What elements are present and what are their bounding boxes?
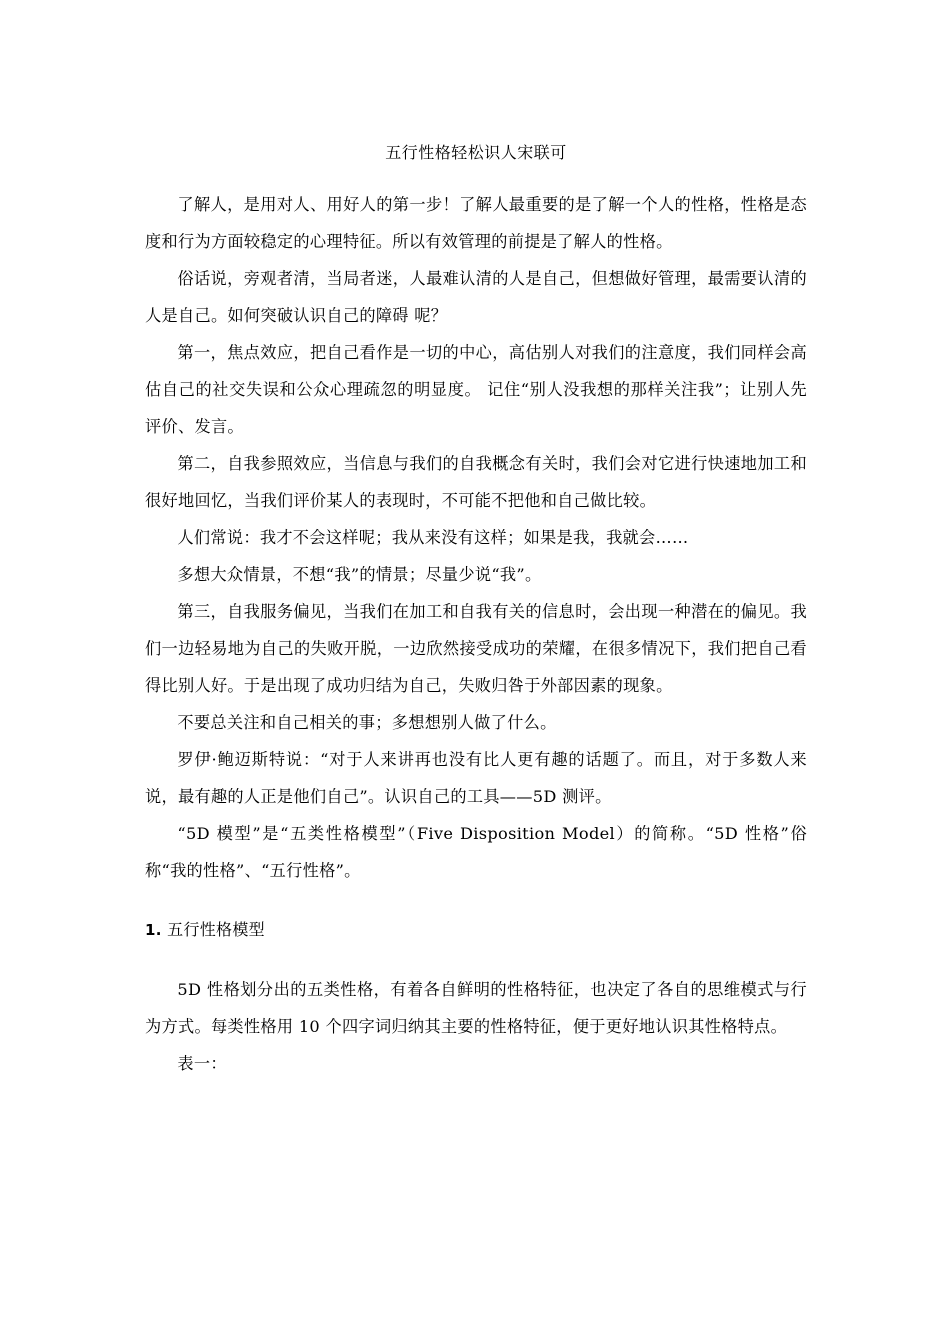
document-title: 五行性格轻松识人宋联可 — [385, 143, 567, 162]
paragraph: 罗伊·鲍迈斯特说：“对于人来讲再也没有比人更有趣的话题了。而且，对于多数人来说，最有趣的人正是他们自己”。认识自己的工具——5D 测评。 — [145, 750, 807, 806]
paragraph: 了解人，是用对人、用好人的第一步！了解人最重要的是了解一个人的性格，性格是态度和行为方面较稳定的心理特征。所以有效管理的前提是了解人的性格。 — [145, 195, 807, 251]
paragraph: 第二，自我参照效应，当信息与我们的自我概念有关时，我们会对它进行快速地加工和很好地回忆，当我们评价某人的表现时，不可能不把他和自己做比较。 — [145, 454, 807, 510]
paragraph: 第一，焦点效应，把自己看作是一切的中心，高估别人对我们的注意度，我们同样会高估自己的社交失误和公众心理疏忽的明显度。 记住“别人没我想的那样关注我”；让别人先评价、发言。 — [145, 343, 807, 436]
paragraph: 不要总关注和自己相关的事；多想想别人做了什么。 — [177, 713, 557, 732]
section-number: 1. — [145, 921, 162, 939]
paragraph: 人们常说：我才不会这样呢；我从来没有这样；如果是我，我就会…… — [177, 528, 689, 547]
paragraph: 5D 性格划分出的五类性格，有着各自鲜明的性格特征，也决定了各自的思维模式与行为方式。每类性格用 10 个四字词归纳其主要的性格特征，便于更好地认识其性格特点。 — [145, 980, 807, 1036]
paragraph: 表一： — [177, 1054, 227, 1073]
section-title: 五行性格模型 — [167, 920, 265, 939]
document-page — [145, 138, 807, 1082]
section-heading — [145, 911, 807, 949]
paragraph: 多想大众情景，不想“我”的情景；尽量少说“我”。 — [177, 565, 542, 584]
paragraph: 第三，自我服务偏见，当我们在加工和自我有关的信息时，会出现一种潜在的偏见。我们一边轻易地为自己的失败开脱，一边欣然接受成功的荣耀，在很多情况下，我们把自己看得比别人好。于是出现了成功归结为自己，失败归咎于外部因素的现象。 — [145, 602, 807, 695]
paragraph: 俗话说，旁观者清，当局者迷，人最难认清的人是自己，但想做好管理，最需要认清的人是自己。如何突破认识自己的障碍 呢？ — [145, 269, 807, 325]
paragraph: “5D 模型”是“五类性格模型”（Five Disposition Model）的简称。“5D 性格”俗称“我的性格”、“五行性格”。 — [145, 824, 807, 880]
